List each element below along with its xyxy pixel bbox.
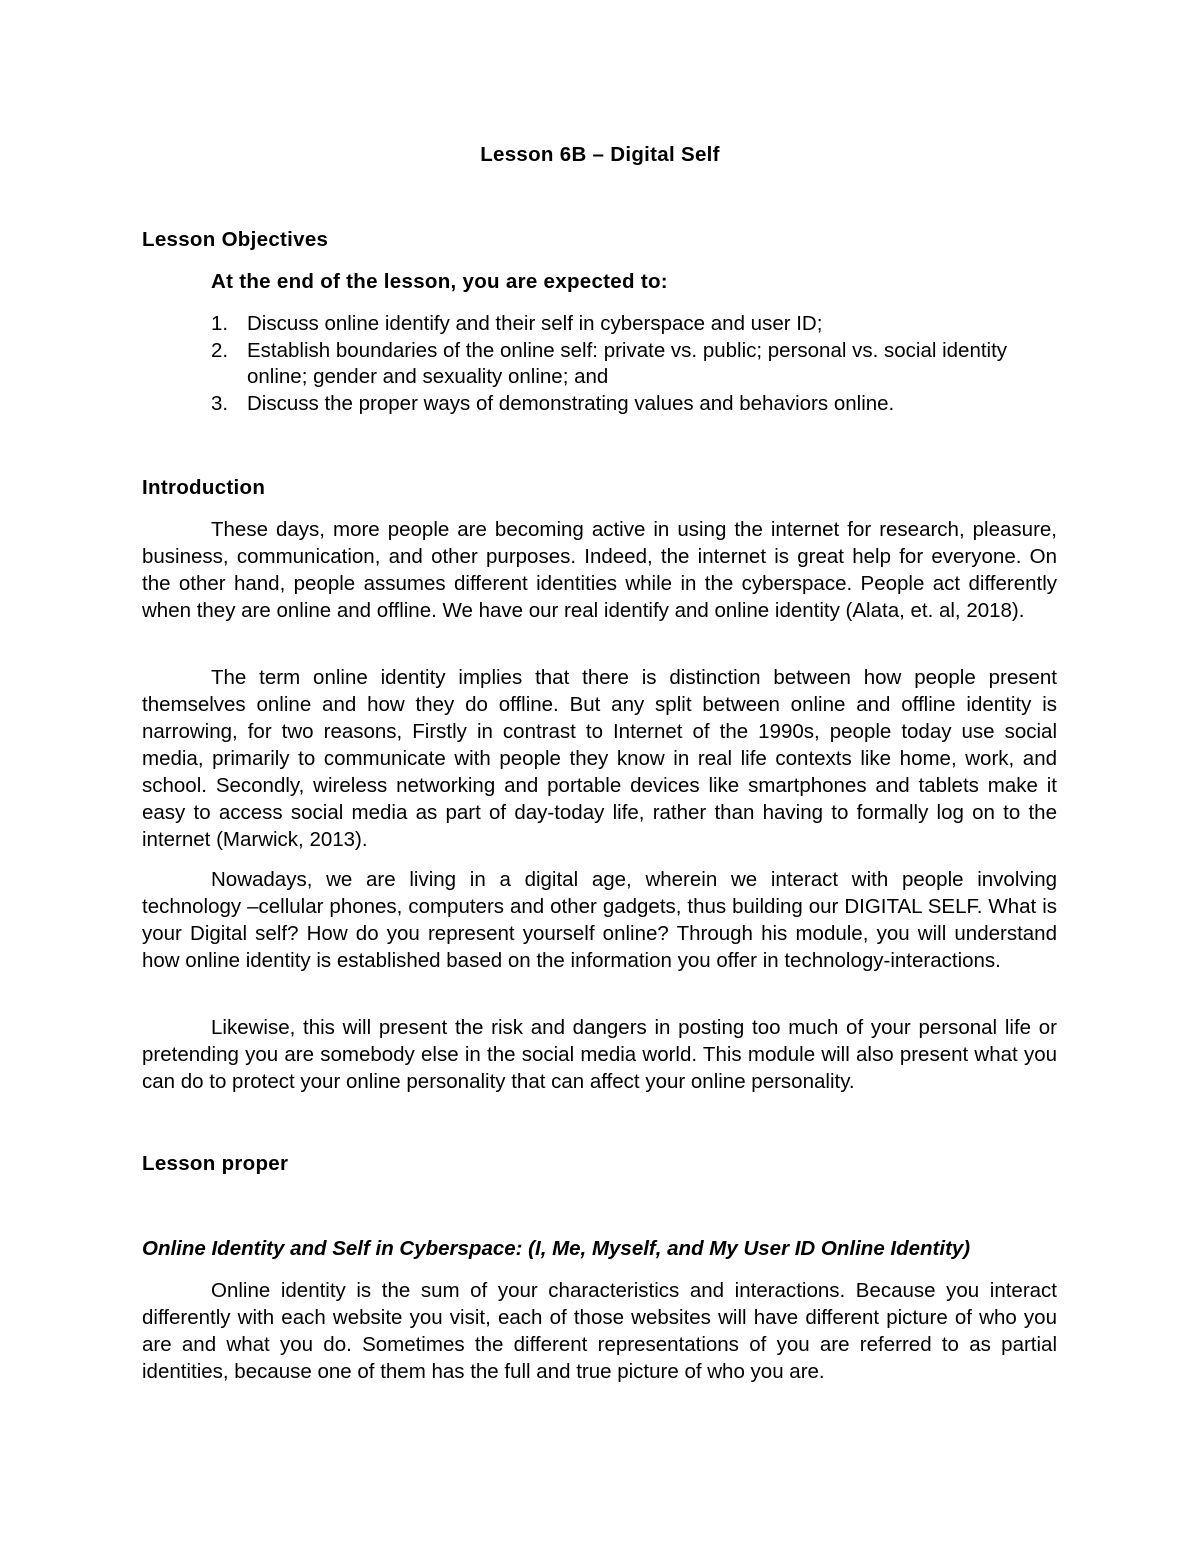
objectives-heading: Lesson Objectives bbox=[142, 228, 329, 251]
introduction-paragraph: These days, more people are becoming active in using the internet for research, pleasure, business, communication, and other purposes. Indeed, the internet is great help for everyone. On the other hand, people assumes different identities while in the cyberspace. People act differently when they are online and offline. We have our real identify and online identity (Alata, et. al, 2018). bbox=[142, 518, 1057, 622]
introduction-heading: Introduction bbox=[142, 476, 266, 499]
lesson-proper-heading: Lesson proper bbox=[142, 1152, 289, 1175]
objectives-list bbox=[211, 311, 1061, 417]
introduction-paragraph: The term online identity implies that there is distinction between how people present themselves online and how they do offline. But any split between online and offline identity is narrowing, for two reasons, Firstly in contrast to Internet of the 1990s, people today use social media, primarily to communicate with people they know in real life contexts like home, work, and school. Secondly, wireless networking and portable devices like smartphones and tablets make it easy to access social media as part of day-today life, rather than having to formally log on to the internet (Marwick, 2013). bbox=[142, 666, 1057, 851]
section-paragraph: Online identity is the sum of your characteristics and interactions. Because you interact differently with each website you visit, each of those websites will have different picture of who you are and what you do. Sometimes the different representations of you are referred to as partial identities, because one of them has the full and true picture of who you are. bbox=[142, 1279, 1057, 1383]
objective-item bbox=[211, 311, 1061, 338]
section-heading: Online Identity and Self in Cyberspace: (I, Me, Myself, and My User ID Online Identity) bbox=[142, 1237, 971, 1260]
introduction-paragraph: Likewise, this will present the risk and dangers in posting too much of your personal life or pretending you are somebody else in the social media world. This module will also present what you can do to protect your online personality that can affect your online personality. bbox=[142, 1016, 1057, 1093]
objective-text: Discuss online identify and their self in cyberspace and user ID; bbox=[247, 312, 823, 335]
objective-number: 2. bbox=[211, 338, 229, 362]
objective-number: 3. bbox=[211, 391, 229, 415]
document-title: Lesson 6B – Digital Self bbox=[480, 143, 720, 166]
objective-item bbox=[211, 338, 1061, 391]
objective-text: Establish boundaries of the online self: private vs. public; personal vs. social identity online; gender and sexuality online; and bbox=[247, 338, 1008, 388]
objective-number: 1. bbox=[211, 312, 229, 335]
objectives-lead: At the end of the lesson, you are expected to: bbox=[211, 270, 668, 293]
objective-item bbox=[211, 391, 1061, 418]
introduction-paragraph: Nowadays, we are living in a digital age, wherein we interact with people involving technology –cellular phones, computers and other gadgets, thus building our DIGITAL SELF. What is your Digital self? How do you represent yourself online? Through his module, you will understand how online identity is established based on the information you offer in technology-interactions. bbox=[142, 868, 1057, 972]
objective-text: Discuss the proper ways of demonstrating values and behaviors online. bbox=[247, 391, 895, 415]
